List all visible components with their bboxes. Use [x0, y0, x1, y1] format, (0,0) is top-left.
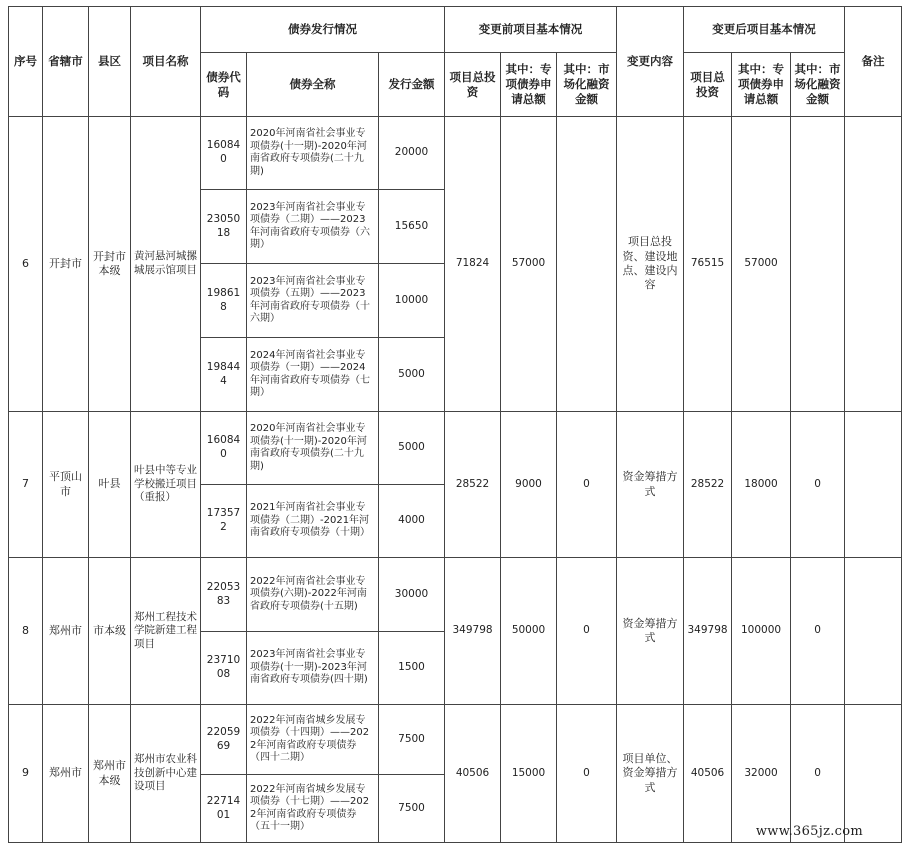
bond-code-cell: 160840 [201, 412, 247, 485]
bond-amount-cell: 10000 [379, 264, 445, 338]
project-name-cell: 叶县中等专业学校搬迁项目（重报） [131, 412, 201, 558]
before-total-cell: 40506 [445, 705, 501, 843]
before-special-cell: 50000 [501, 558, 557, 705]
county-cell: 市本级 [89, 558, 131, 705]
after-special-cell: 57000 [732, 117, 791, 412]
bond-full-cell: 2023年河南省社会事业专项债券（二期）——2023年河南省政府专项债券（六期） [247, 190, 379, 264]
project-name-cell: 郑州市农业科技创新中心建设项目 [131, 705, 201, 843]
change-cell: 项目单位、资金筹措方式 [617, 705, 684, 843]
header-after-market: 其中：市场化融资金额 [791, 53, 845, 117]
county-cell: 郑州市本级 [89, 705, 131, 843]
bond-amount-cell: 15650 [379, 190, 445, 264]
before-market-cell: 0 [557, 705, 617, 843]
project-name-cell: 黄河悬河城摞城展示馆项目 [131, 117, 201, 412]
header-after-total: 项目总投资 [684, 53, 732, 117]
table-row [9, 558, 902, 632]
bond-amount-cell: 30000 [379, 558, 445, 632]
seq-cell: 8 [9, 558, 43, 705]
header-county: 县区 [89, 7, 131, 117]
after-special-cell: 18000 [732, 412, 791, 558]
header-before-special: 其中：专项债券申请总额 [501, 53, 557, 117]
bond-full-cell: 2020年河南省社会事业专项债券(十一期)-2020年河南省政府专项债券(二十九期) [247, 412, 379, 485]
bond-code-cell: 2305018 [201, 190, 247, 264]
bond-code-cell: 2205383 [201, 558, 247, 632]
bond-full-cell: 2022年河南省城乡发展专项债券（十四期）——2022年河南省政府专项债券（四十二期） [247, 705, 379, 775]
seq-cell: 9 [9, 705, 43, 843]
remark-cell [845, 117, 902, 412]
bond-amount-cell: 5000 [379, 412, 445, 485]
before-total-cell: 71824 [445, 117, 501, 412]
before-market-cell [557, 117, 617, 412]
header-city: 省辖市 [43, 7, 89, 117]
after-special-cell: 32000 [732, 705, 791, 843]
bond-amount-cell: 1500 [379, 632, 445, 705]
before-market-cell: 0 [557, 558, 617, 705]
project-name-cell: 郑州工程技术学院新建工程项目 [131, 558, 201, 705]
header-seq: 序号 [9, 7, 43, 117]
change-cell: 资金筹措方式 [617, 412, 684, 558]
bond-amount-cell: 5000 [379, 338, 445, 412]
header-bond-amount: 发行金额 [379, 53, 445, 117]
city-cell: 开封市 [43, 117, 89, 412]
change-cell: 资金筹措方式 [617, 558, 684, 705]
bond-full-cell: 2020年河南省社会事业专项债券(十一期)-2020年河南省政府专项债券(二十九期) [247, 117, 379, 190]
bond-code-cell: 2205969 [201, 705, 247, 775]
city-cell: 平顶山市 [43, 412, 89, 558]
after-total-cell: 40506 [684, 705, 732, 843]
remark-cell [845, 558, 902, 705]
after-special-cell: 100000 [732, 558, 791, 705]
before-market-cell: 0 [557, 412, 617, 558]
bond-full-cell: 2023年河南省社会事业专项债券（五期）——2023年河南省政府专项债券（十六期） [247, 264, 379, 338]
header-project: 项目名称 [131, 7, 201, 117]
before-total-cell: 349798 [445, 558, 501, 705]
seq-cell: 6 [9, 117, 43, 412]
bond-code-cell: 198618 [201, 264, 247, 338]
seq-cell: 7 [9, 412, 43, 558]
before-special-cell: 9000 [501, 412, 557, 558]
bond-change-table [8, 6, 902, 843]
after-market-cell [791, 117, 845, 412]
header-after-group: 变更后项目基本情况 [684, 7, 845, 53]
before-special-cell: 15000 [501, 705, 557, 843]
bond-code-cell: 160840 [201, 117, 247, 190]
county-cell: 叶县 [89, 412, 131, 558]
bond-amount-cell: 7500 [379, 775, 445, 843]
bond-code-cell: 198444 [201, 338, 247, 412]
city-cell: 郑州市 [43, 705, 89, 843]
after-market-cell: 0 [791, 558, 845, 705]
after-total-cell: 76515 [684, 117, 732, 412]
bond-amount-cell: 4000 [379, 485, 445, 558]
table-row [9, 117, 902, 190]
bond-code-cell: 173572 [201, 485, 247, 558]
header-after-special: 其中：专项债券申请总额 [732, 53, 791, 117]
bond-amount-cell: 20000 [379, 117, 445, 190]
city-cell: 郑州市 [43, 558, 89, 705]
after-total-cell: 349798 [684, 558, 732, 705]
bond-amount-cell: 7500 [379, 705, 445, 775]
header-remark: 备注 [845, 7, 902, 117]
bond-code-cell: 2271401 [201, 775, 247, 843]
header-bond-full: 债券全称 [247, 53, 379, 117]
after-market-cell: 0 [791, 705, 845, 843]
bond-full-cell: 2023年河南省社会事业专项债券(十一期)-2023年河南省政府专项债券(四十期) [247, 632, 379, 705]
header-change: 变更内容 [617, 7, 684, 117]
bond-code-cell: 2371008 [201, 632, 247, 705]
table-row [9, 412, 902, 485]
remark-cell [845, 412, 902, 558]
before-special-cell: 57000 [501, 117, 557, 412]
header-before-group: 变更前项目基本情况 [445, 7, 617, 53]
before-total-cell: 28522 [445, 412, 501, 558]
bond-full-cell: 2024年河南省社会事业专项债券（一期）——2024年河南省政府专项债券（七期） [247, 338, 379, 412]
header-before-total: 项目总投资 [445, 53, 501, 117]
watermark-text: www.365jz.com [755, 824, 863, 839]
bond-full-cell: 2022年河南省社会事业专项债券(六期)-2022年河南省政府专项债券(十五期) [247, 558, 379, 632]
bond-full-cell: 2022年河南省城乡发展专项债券（十七期）——2022年河南省政府专项债券（五十一期） [247, 775, 379, 843]
table-row [9, 705, 902, 775]
after-market-cell: 0 [791, 412, 845, 558]
change-cell: 项目总投资、建设地点、建设内容 [617, 117, 684, 412]
header-bond-group: 债券发行情况 [201, 7, 445, 53]
bond-full-cell: 2021年河南省社会事业专项债券（二期）-2021年河南省政府专项债券（十期） [247, 485, 379, 558]
header-bond-code: 债券代码 [201, 53, 247, 117]
header-before-market: 其中：市场化融资金额 [557, 53, 617, 117]
remark-cell [845, 705, 902, 843]
county-cell: 开封市本级 [89, 117, 131, 412]
after-total-cell: 28522 [684, 412, 732, 558]
